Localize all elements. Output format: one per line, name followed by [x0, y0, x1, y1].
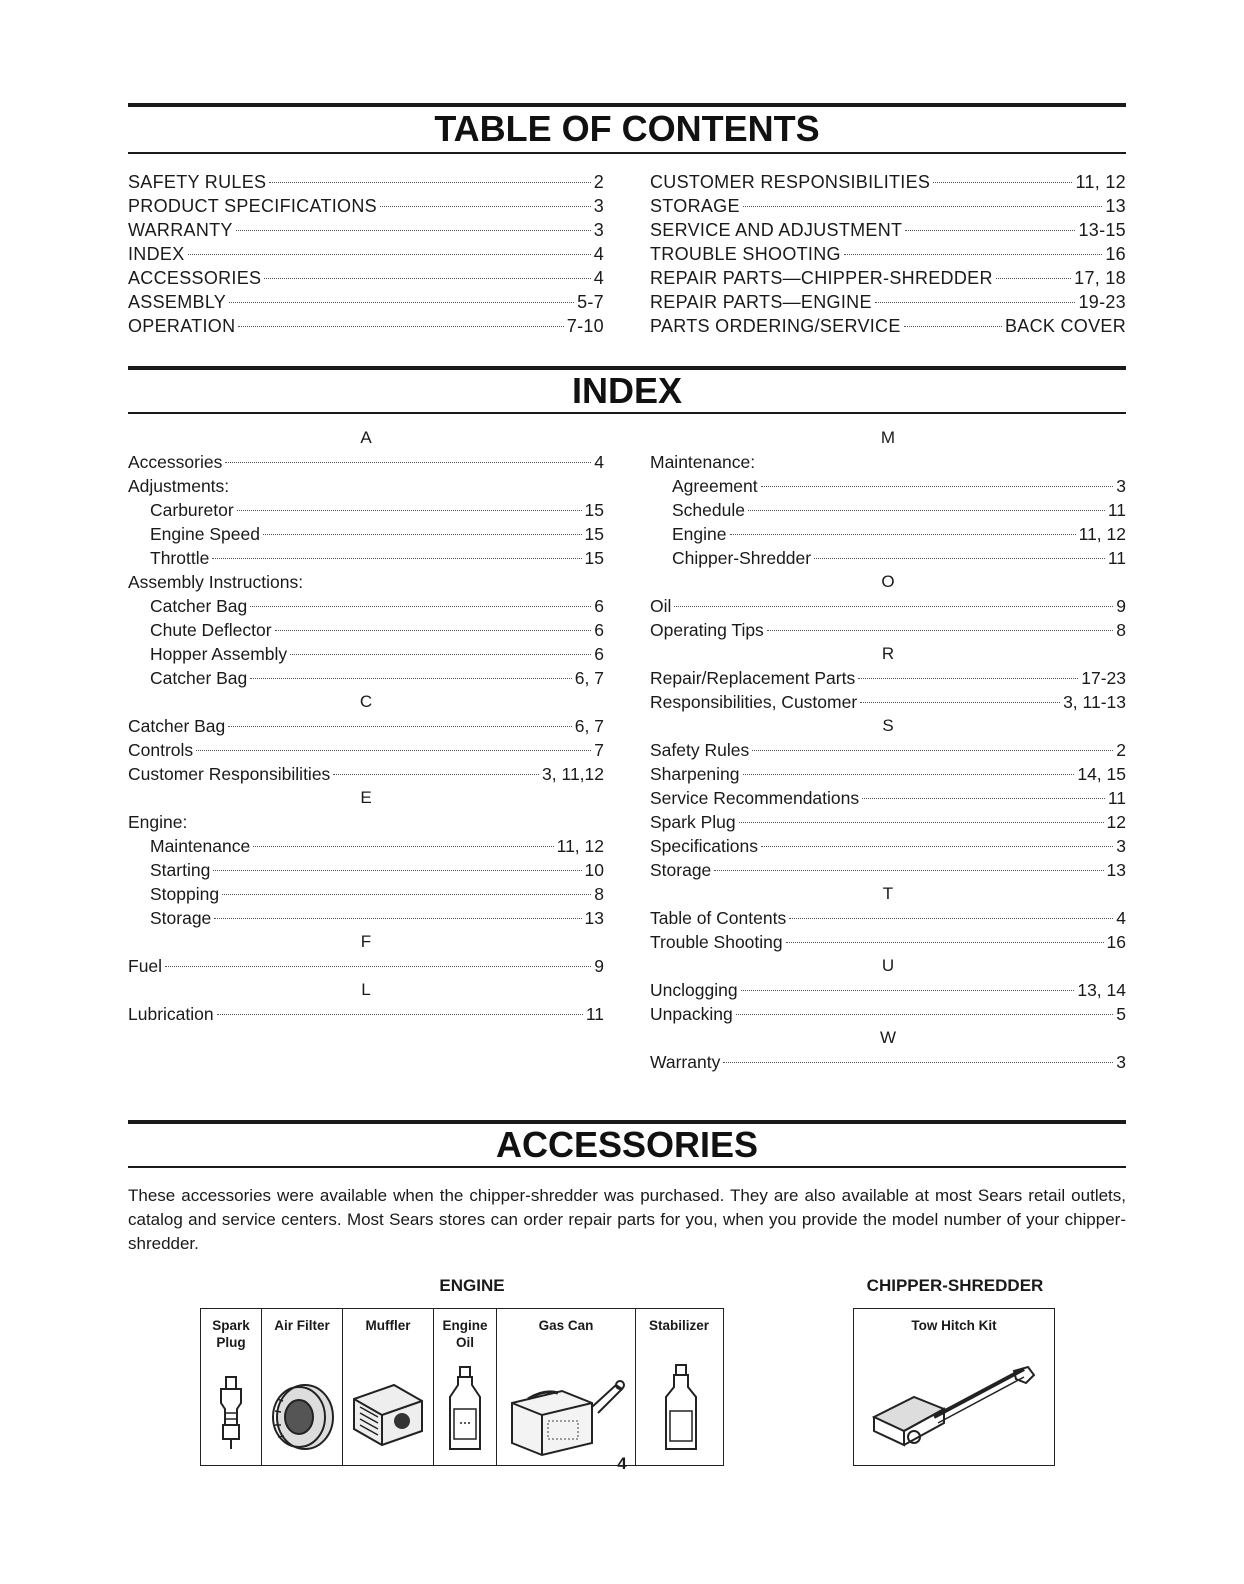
- index-entry: [650, 666, 1126, 690]
- entry-page: 11: [1107, 500, 1126, 520]
- entry-page: 15: [584, 524, 604, 544]
- entry-label: REPAIR PARTS—CHIPPER-SHREDDER: [650, 268, 993, 288]
- index-right-column: [650, 426, 1126, 1074]
- entry-label: Chipper-Shredder: [672, 548, 812, 568]
- toc-bottom-rule: [128, 152, 1126, 154]
- index-entry: [650, 810, 1126, 834]
- entry-page: 3, 11,12: [542, 764, 604, 784]
- index-subentry: [128, 666, 604, 690]
- index-subentry: [128, 522, 604, 546]
- entry-label: Hopper Assembly: [150, 644, 288, 664]
- entry-label: REPAIR PARTS—ENGINE: [650, 292, 872, 312]
- entry-label: Sharpening: [650, 764, 740, 784]
- entry-page: 16: [1106, 932, 1126, 952]
- entry-page: BACK COVER: [1004, 316, 1126, 336]
- entry-label: SERVICE AND ADJUSTMENT: [650, 220, 903, 240]
- entry-label: PARTS ORDERING/SERVICE: [650, 316, 901, 336]
- index-entry: [650, 906, 1126, 930]
- index-subentry: [128, 618, 604, 642]
- entry-label: Oil: [650, 596, 672, 616]
- entry-label: Controls: [128, 740, 194, 760]
- dot-leader: [238, 326, 563, 327]
- index-subentry: [128, 906, 604, 930]
- toc-entry: [650, 218, 1126, 242]
- index-entry: [650, 978, 1126, 1002]
- index-subentry: [128, 858, 604, 882]
- entry-page: 19-23: [1078, 292, 1126, 312]
- entry-page: 3: [593, 196, 604, 216]
- index-letter: L: [361, 980, 371, 999]
- index-subentry: [650, 498, 1126, 522]
- accessory-item: [343, 1309, 434, 1465]
- dot-leader: [165, 966, 591, 967]
- index-letter: S: [882, 716, 894, 735]
- index-entry: [650, 690, 1126, 714]
- entry-label: CUSTOMER RESPONSIBILITIES: [650, 172, 931, 192]
- entry-page: 17-23: [1081, 668, 1126, 688]
- entry-label: STORAGE: [650, 196, 740, 216]
- entry-label: Spark Plug: [650, 812, 736, 832]
- accessory-label: Spark Plug: [212, 1318, 250, 1350]
- entry-label: Chute Deflector: [150, 620, 272, 640]
- index-title: INDEX: [571, 370, 683, 411]
- accessory-label: Stabilizer: [648, 1318, 710, 1333]
- entry-page: 15: [584, 548, 604, 568]
- entry-label: Carburetor: [150, 500, 234, 520]
- entry-page: 9: [1116, 596, 1126, 616]
- entry-page: 11, 12: [556, 836, 604, 856]
- accessory-label: Air Filter: [274, 1318, 330, 1333]
- index-subentry: [650, 522, 1126, 546]
- index-entry: [650, 738, 1126, 762]
- accessory-item: [854, 1309, 1054, 1465]
- index-group-heading: [128, 570, 604, 594]
- dot-leader: [933, 182, 1072, 183]
- index-entry: [650, 930, 1126, 954]
- dot-leader: [723, 1062, 1113, 1063]
- index-entry: [650, 1050, 1126, 1074]
- entry-page: 10: [584, 860, 604, 880]
- index-subentry: [650, 474, 1126, 498]
- entry-page: 4: [1116, 908, 1126, 928]
- dot-leader: [264, 278, 590, 279]
- accessories-intro: These accessories were available when the chipper-shredder was purchased. They are also available at most Sears retail outlets, catalog and service centers. Most Sears stores can order repair parts for you, when you provide the model number of your chipper-shredder.: [128, 1186, 1126, 1253]
- entry-label: Stopping: [150, 884, 220, 904]
- toc-entry: [128, 290, 604, 314]
- entry-page: 11: [1107, 788, 1126, 808]
- dot-leader: [250, 678, 572, 679]
- accessory-item: [636, 1309, 722, 1465]
- dot-leader: [229, 302, 574, 303]
- entry-label: Accessories: [128, 452, 223, 472]
- index-entry: [128, 450, 604, 474]
- entry-label: TROUBLE SHOOTING: [650, 244, 841, 264]
- toc-entry: [650, 194, 1126, 218]
- index-letter: M: [880, 428, 896, 447]
- dot-leader: [275, 630, 592, 631]
- entry-page: 13: [1105, 196, 1126, 216]
- index-subentry: [128, 498, 604, 522]
- entry-page: 2: [593, 172, 604, 192]
- entry-page: 11: [585, 1004, 604, 1024]
- entry-page: 8: [1116, 620, 1126, 640]
- dot-leader: [188, 254, 591, 255]
- index-entry: [650, 786, 1126, 810]
- entry-page: 5: [1116, 1004, 1126, 1024]
- dot-leader: [905, 230, 1075, 231]
- dot-leader: [225, 462, 591, 463]
- entry-page: 3: [1116, 476, 1126, 496]
- dot-leader: [904, 326, 1002, 327]
- index-letter: U: [881, 956, 895, 975]
- entry-page: 2: [1116, 740, 1126, 760]
- index-entry: [128, 762, 604, 786]
- index-letter: T: [882, 884, 894, 903]
- toc-entry: [650, 266, 1126, 290]
- entry-label: Throttle: [150, 548, 210, 568]
- dot-leader: [290, 654, 591, 655]
- index-left-column: [128, 426, 604, 1026]
- dot-leader: [875, 302, 1076, 303]
- index-entry: [650, 618, 1126, 642]
- dot-leader: [214, 918, 581, 919]
- entry-label: Repair/Replacement Parts: [650, 668, 856, 688]
- dot-leader: [752, 750, 1113, 751]
- index-entry: [128, 738, 604, 762]
- entry-page: 7-10: [566, 316, 604, 336]
- entry-label: Storage: [150, 908, 212, 928]
- index-letter: C: [359, 692, 373, 711]
- entry-label: Operating Tips: [650, 620, 764, 640]
- index-letter: W: [879, 1028, 897, 1047]
- entry-label: Customer Responsibilities: [128, 764, 331, 784]
- entry-label: Engine:: [128, 812, 188, 832]
- toc-entry: [128, 194, 604, 218]
- index-group-heading: [128, 474, 604, 498]
- entry-page: 13: [584, 908, 604, 928]
- dot-leader: [217, 1014, 583, 1015]
- index-letter: E: [360, 788, 372, 807]
- entry-label: Specifications: [650, 836, 758, 856]
- dot-leader: [743, 774, 1075, 775]
- entry-page: 16: [1105, 244, 1126, 264]
- entry-page: 17, 18: [1074, 268, 1126, 288]
- dot-leader: [860, 702, 1060, 703]
- entry-page: 11, 12: [1078, 524, 1126, 544]
- index-subentry: [128, 642, 604, 666]
- entry-page: 6: [594, 596, 604, 616]
- entry-label: Catcher Bag: [150, 668, 248, 688]
- toc-entry: [128, 314, 604, 338]
- index-entry: [650, 594, 1126, 618]
- index-subentry: [128, 882, 604, 906]
- dot-leader: [263, 534, 582, 535]
- toc-entry: [650, 314, 1126, 338]
- entry-label: Engine: [672, 524, 727, 544]
- entry-label: Responsibilities, Customer: [650, 692, 858, 712]
- entry-label: INDEX: [128, 244, 185, 264]
- toc-entry: [650, 290, 1126, 314]
- shredder-group-title: CHIPPER-SHREDDER: [866, 1276, 1044, 1295]
- page-number: 4: [617, 1454, 627, 1473]
- dot-leader: [196, 750, 591, 751]
- accessory-label: Tow Hitch Kit: [911, 1318, 997, 1333]
- entry-label: Maintenance: [150, 836, 251, 856]
- dot-leader: [237, 510, 582, 511]
- entry-label: Catcher Bag: [128, 716, 226, 736]
- dot-leader: [213, 870, 581, 871]
- entry-page: 11: [1107, 548, 1126, 568]
- entry-label: WARRANTY: [128, 220, 233, 240]
- index-subentry: [128, 546, 604, 570]
- entry-page: 4: [594, 452, 604, 472]
- entry-page: 4: [593, 244, 604, 264]
- dot-leader: [767, 630, 1113, 631]
- accessory-label: Gas Can: [538, 1318, 594, 1333]
- toc-entry: [128, 242, 604, 266]
- index-letter: F: [360, 932, 372, 951]
- entry-label: Service Recommendations: [650, 788, 860, 808]
- dot-leader: [228, 726, 572, 727]
- accessory-label: Engine Oil: [442, 1318, 488, 1350]
- dot-leader: [222, 894, 591, 895]
- accessories-bottom-rule: [128, 1166, 1126, 1168]
- dot-leader: [380, 206, 591, 207]
- dot-leader: [761, 846, 1113, 847]
- index-letter: R: [881, 644, 895, 663]
- index-entry: [650, 834, 1126, 858]
- dot-leader: [814, 558, 1105, 559]
- entry-page: 6: [594, 644, 604, 664]
- entry-page: 7: [594, 740, 604, 760]
- entry-page: 5-7: [577, 292, 604, 312]
- entry-label: SAFETY RULES: [128, 172, 267, 192]
- dot-leader: [743, 206, 1103, 207]
- dot-leader: [844, 254, 1103, 255]
- entry-label: ACCESSORIES: [128, 268, 262, 288]
- index-letter: O: [881, 572, 895, 591]
- entry-label: Table of Contents: [650, 908, 787, 928]
- index-group-heading: [650, 450, 1126, 474]
- entry-label: Unpacking: [650, 1004, 733, 1024]
- entry-page: 13, 14: [1077, 980, 1126, 1000]
- entry-page: 12: [1106, 812, 1126, 832]
- entry-page: 15: [584, 500, 604, 520]
- dot-leader: [714, 870, 1103, 871]
- entry-page: 3, 11-13: [1063, 692, 1126, 712]
- entry-label: Adjustments:: [128, 476, 230, 496]
- toc-right-column: [650, 170, 1126, 338]
- entry-page: 6, 7: [574, 716, 604, 736]
- accessory-item: [434, 1309, 497, 1465]
- entry-label: ASSEMBLY: [128, 292, 227, 312]
- accessories-title: ACCESSORIES: [495, 1124, 759, 1165]
- entry-label: Starting: [150, 860, 211, 880]
- dot-leader: [748, 510, 1105, 511]
- entry-page: 3: [593, 220, 604, 240]
- index-subentry: [650, 546, 1126, 570]
- index-bottom-rule: [128, 412, 1126, 414]
- entry-page: 13-15: [1078, 220, 1126, 240]
- dot-leader: [269, 182, 590, 183]
- accessory-item: [201, 1309, 262, 1465]
- dot-leader: [786, 942, 1104, 943]
- dot-leader: [996, 278, 1071, 279]
- index-letter: A: [360, 428, 372, 447]
- entry-label: Assembly Instructions:: [128, 572, 304, 592]
- dot-leader: [789, 918, 1113, 919]
- shredder-accessories-box: [853, 1308, 1055, 1466]
- entry-page: 4: [593, 268, 604, 288]
- dot-leader: [741, 990, 1075, 991]
- dot-leader: [858, 678, 1078, 679]
- dot-leader: [730, 534, 1076, 535]
- entry-label: Safety Rules: [650, 740, 750, 760]
- toc-top-rule: [128, 103, 1126, 107]
- entry-label: Storage: [650, 860, 712, 880]
- entry-label: Fuel: [128, 956, 163, 976]
- dot-leader: [739, 822, 1104, 823]
- entry-page: 6, 7: [574, 668, 604, 688]
- entry-label: Agreement: [672, 476, 758, 496]
- index-entry: [128, 714, 604, 738]
- entry-label: Lubrication: [128, 1004, 214, 1024]
- entry-label: Engine Speed: [150, 524, 260, 544]
- toc-entry: [128, 266, 604, 290]
- dot-leader: [212, 558, 581, 559]
- index-subentry: [128, 834, 604, 858]
- entry-page: 13: [1106, 860, 1126, 880]
- dot-leader: [862, 798, 1105, 799]
- entry-label: Schedule: [672, 500, 745, 520]
- index-entry: [650, 762, 1126, 786]
- toc-left-column: [128, 170, 604, 338]
- index-subentry: [128, 594, 604, 618]
- entry-page: 8: [594, 884, 604, 904]
- accessory-item: [497, 1309, 636, 1465]
- index-entry: [128, 954, 604, 978]
- dot-leader: [761, 486, 1114, 487]
- entry-label: Unclogging: [650, 980, 738, 1000]
- toc-entry: [650, 170, 1126, 194]
- dot-leader: [736, 1014, 1114, 1015]
- entry-label: Maintenance:: [650, 452, 756, 472]
- dot-leader: [250, 606, 591, 607]
- index-entry: [650, 1002, 1126, 1026]
- entry-label: PRODUCT SPECIFICATIONS: [128, 196, 377, 216]
- entry-page: 14, 15: [1077, 764, 1126, 784]
- toc-entry: [128, 218, 604, 242]
- index-entry: [650, 858, 1126, 882]
- entry-label: Trouble Shooting: [650, 932, 783, 952]
- dot-leader: [236, 230, 591, 231]
- entry-page: 11, 12: [1075, 172, 1126, 192]
- entry-page: 6: [594, 620, 604, 640]
- engine-accessories-box: [200, 1308, 724, 1466]
- entry-label: Warranty: [650, 1052, 721, 1072]
- dot-leader: [253, 846, 553, 847]
- toc-entry: [128, 170, 604, 194]
- entry-label: OPERATION: [128, 316, 236, 336]
- index-entry: [128, 1002, 604, 1026]
- accessory-item: [262, 1309, 343, 1465]
- dot-leader: [333, 774, 539, 775]
- entry-label: Catcher Bag: [150, 596, 248, 616]
- toc-entry: [650, 242, 1126, 266]
- index-group-heading: [128, 810, 604, 834]
- dot-leader: [674, 606, 1113, 607]
- toc-title: TABLE OF CONTENTS: [434, 108, 820, 149]
- engine-group-title: ENGINE: [439, 1276, 505, 1295]
- entry-page: 3: [1116, 836, 1126, 856]
- accessory-label: Muffler: [365, 1318, 411, 1333]
- entry-page: 3: [1116, 1052, 1126, 1072]
- entry-page: 9: [594, 956, 604, 976]
